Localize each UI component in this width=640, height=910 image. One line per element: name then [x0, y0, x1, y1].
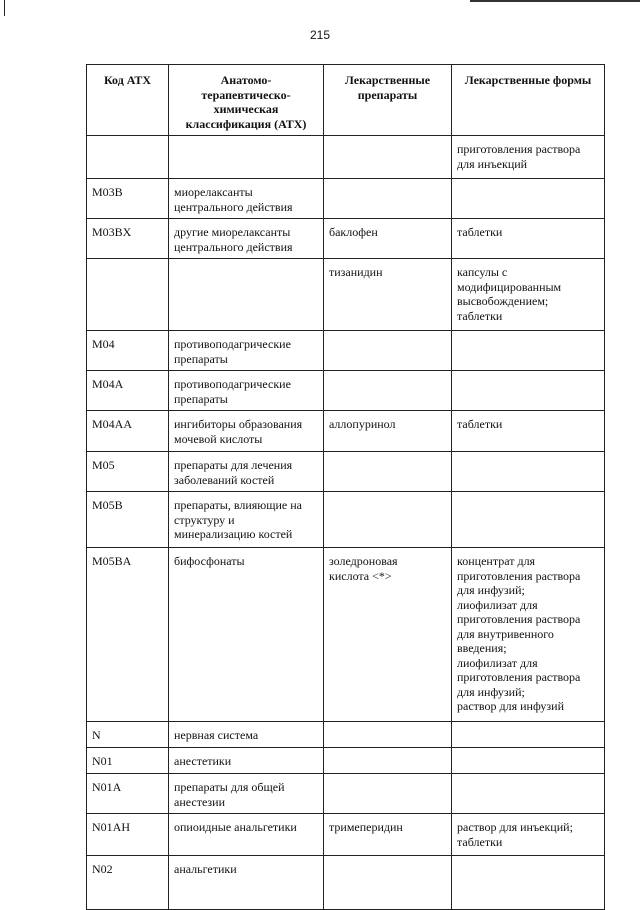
cell-atc-classification	[169, 136, 324, 179]
cell-text-line: M03B	[92, 185, 123, 199]
header-atc-classification	[169, 65, 324, 136]
cell-text-line: тримеперидин	[329, 820, 403, 834]
cell-atc-classification	[169, 774, 324, 814]
cell-atc-classification	[169, 748, 324, 774]
cell-text-line: препараты для лечения	[174, 458, 293, 472]
cell-drugs	[324, 548, 452, 722]
cell-text-line: золедроновая	[329, 554, 398, 568]
cell-text-line: таблетки	[457, 417, 503, 431]
table-row	[87, 814, 605, 856]
cell-atc-classification	[169, 411, 324, 452]
header-line: Код АТХ	[103, 73, 152, 87]
cell-atc-code	[87, 492, 169, 548]
header-line: Анатомо-	[220, 73, 272, 87]
header-atc-code	[87, 65, 169, 136]
cell-text-line: анестетики	[174, 754, 232, 768]
cell-atc-code	[87, 814, 169, 856]
cell-forms	[452, 774, 605, 814]
cell-text-line: тизанидин	[329, 265, 383, 279]
cell-text-line: лиофилизат для	[457, 597, 538, 612]
cell-text-line: баклофен	[329, 225, 378, 239]
cell-drugs	[324, 774, 452, 814]
cell-forms	[452, 136, 605, 179]
atc-table	[86, 64, 605, 910]
cell-text-line: лиофилизат для	[457, 655, 538, 670]
table-row	[87, 331, 605, 371]
table-row	[87, 179, 605, 219]
cell-text-line: противоподагрические	[174, 377, 291, 391]
cell-text-line: высвобождением;	[457, 294, 549, 308]
cell-text-line: введения;	[457, 641, 507, 655]
cell-forms	[452, 814, 605, 856]
cell-text-line: центрального действия	[174, 199, 293, 214]
cell-forms	[452, 452, 605, 492]
header-line: Лекарственные формы	[464, 73, 592, 87]
cell-drugs	[324, 411, 452, 452]
header-line: классификация (АТХ)	[185, 116, 307, 131]
cell-drugs	[324, 814, 452, 856]
cell-text-line: анестезии	[174, 794, 225, 809]
scan-edge-left	[4, 0, 5, 16]
cell-atc-code	[87, 331, 169, 371]
cell-text-line: концентрат для	[457, 554, 536, 568]
cell-forms	[452, 722, 605, 748]
cell-text-line: N01A	[92, 780, 122, 794]
header-line: терапевтическо-	[201, 87, 291, 102]
cell-atc-code	[87, 748, 169, 774]
cell-atc-classification	[169, 722, 324, 748]
table-row	[87, 492, 605, 548]
cell-text-line: минерализацию костей	[174, 527, 293, 541]
cell-text-line: M04A	[92, 377, 124, 391]
cell-atc-code	[87, 219, 169, 259]
cell-text-line: раствор для инъекций;	[457, 820, 573, 834]
cell-atc-code	[87, 259, 169, 331]
cell-text-line: центрального действия	[174, 239, 293, 254]
cell-drugs	[324, 219, 452, 259]
table-row	[87, 452, 605, 492]
cell-text-line: таблетки	[457, 308, 503, 323]
cell-forms	[452, 548, 605, 722]
cell-text-line: для инфузий;	[457, 583, 525, 597]
cell-text-line: раствор для инфузий	[457, 699, 564, 713]
cell-text-line: ингибиторы образования	[174, 417, 303, 431]
cell-text-line: для инфузий;	[457, 684, 525, 699]
cell-atc-classification	[169, 548, 324, 722]
cell-forms	[452, 856, 605, 910]
cell-text-line: мочевой кислоты	[174, 431, 263, 446]
header-forms	[452, 65, 605, 136]
cell-atc-code	[87, 548, 169, 722]
cell-text-line: N01AH	[92, 820, 130, 834]
cell-forms	[452, 259, 605, 331]
cell-text-line: препараты	[174, 351, 228, 366]
cell-text-line: структуру и	[174, 512, 235, 527]
cell-text-line: M05	[92, 458, 115, 472]
cell-text-line: опиоидные анальгетики	[174, 820, 297, 834]
cell-drugs	[324, 179, 452, 219]
cell-text-line: противоподагрические	[174, 337, 291, 351]
cell-atc-classification	[169, 452, 324, 492]
cell-atc-classification	[169, 492, 324, 548]
cell-drugs	[324, 259, 452, 331]
cell-text-line: для внутривенного	[457, 626, 554, 641]
header-line: препараты	[357, 87, 418, 102]
table-row	[87, 748, 605, 774]
cell-atc-code	[87, 774, 169, 814]
cell-drugs	[324, 492, 452, 548]
cell-text-line: N01	[92, 754, 113, 768]
cell-text-line: заболеваний костей	[174, 472, 275, 487]
cell-drugs	[324, 722, 452, 748]
table-row	[87, 856, 605, 910]
table-row	[87, 722, 605, 748]
cell-forms	[452, 748, 605, 774]
cell-drugs	[324, 856, 452, 910]
cell-forms	[452, 179, 605, 219]
cell-text-line: другие миорелаксанты	[174, 225, 291, 239]
cell-text-line: приготовления раствора	[457, 142, 581, 156]
cell-text-line: капсулы с	[457, 265, 508, 279]
cell-text-line: анальгетики	[174, 862, 237, 876]
table-header-row	[87, 65, 605, 136]
cell-text-line: приготовления раствора	[457, 612, 581, 626]
cell-atc-code	[87, 411, 169, 452]
table-body	[87, 136, 605, 910]
table-row	[87, 371, 605, 411]
cell-text-line: кислота <*>	[329, 568, 392, 583]
cell-forms	[452, 331, 605, 371]
table-row	[87, 548, 605, 722]
cell-text-line: для инъекций	[457, 156, 528, 171]
cell-atc-classification	[169, 814, 324, 856]
cell-drugs	[324, 748, 452, 774]
cell-atc-code	[87, 179, 169, 219]
cell-text-line: таблетки	[457, 225, 503, 239]
cell-forms	[452, 492, 605, 548]
cell-drugs	[324, 371, 452, 411]
cell-text-line: приготовления раствора	[457, 568, 581, 583]
cell-text-line: N	[92, 728, 101, 742]
header-drugs	[324, 65, 452, 136]
header-line: Лекарственные	[344, 73, 431, 87]
cell-text-line: приготовления раствора	[457, 670, 581, 684]
table-row	[87, 136, 605, 179]
cell-text-line: миорелаксанты	[174, 185, 253, 199]
cell-atc-classification	[169, 856, 324, 910]
table-row	[87, 774, 605, 814]
table-row	[87, 411, 605, 452]
cell-forms	[452, 371, 605, 411]
cell-text-line: бифосфонаты	[174, 554, 245, 568]
cell-text-line: M05B	[92, 498, 123, 512]
cell-atc-code	[87, 722, 169, 748]
header-line: химическая	[213, 102, 279, 116]
cell-drugs	[324, 452, 452, 492]
cell-text-line: препараты	[174, 391, 228, 406]
table-row	[87, 219, 605, 259]
page-number: 215	[309, 28, 331, 42]
cell-atc-classification	[169, 331, 324, 371]
cell-text-line: M03BX	[92, 225, 132, 239]
cell-atc-code	[87, 371, 169, 411]
cell-atc-classification	[169, 219, 324, 259]
cell-text-line: M04AA	[92, 417, 133, 431]
cell-atc-code	[87, 136, 169, 179]
cell-text-line: M05BA	[92, 554, 132, 568]
cell-drugs	[324, 331, 452, 371]
scan-edge-top	[470, 0, 640, 2]
cell-text-line: препараты, влияющие на	[174, 498, 302, 512]
cell-atc-code	[87, 856, 169, 910]
cell-atc-code	[87, 452, 169, 492]
cell-atc-classification	[169, 371, 324, 411]
cell-text-line: M04	[92, 337, 115, 351]
cell-forms	[452, 219, 605, 259]
cell-atc-classification	[169, 179, 324, 219]
cell-text-line: N02	[92, 862, 113, 876]
cell-atc-classification	[169, 259, 324, 331]
cell-forms	[452, 411, 605, 452]
cell-text-line: препараты для общей	[174, 780, 285, 794]
cell-text-line: модифицированным	[457, 279, 562, 294]
cell-text-line: таблетки	[457, 834, 503, 849]
cell-text-line: нервная система	[174, 728, 259, 742]
table-row	[87, 259, 605, 331]
cell-text-line: аллопуринол	[329, 417, 396, 431]
cell-drugs	[324, 136, 452, 179]
